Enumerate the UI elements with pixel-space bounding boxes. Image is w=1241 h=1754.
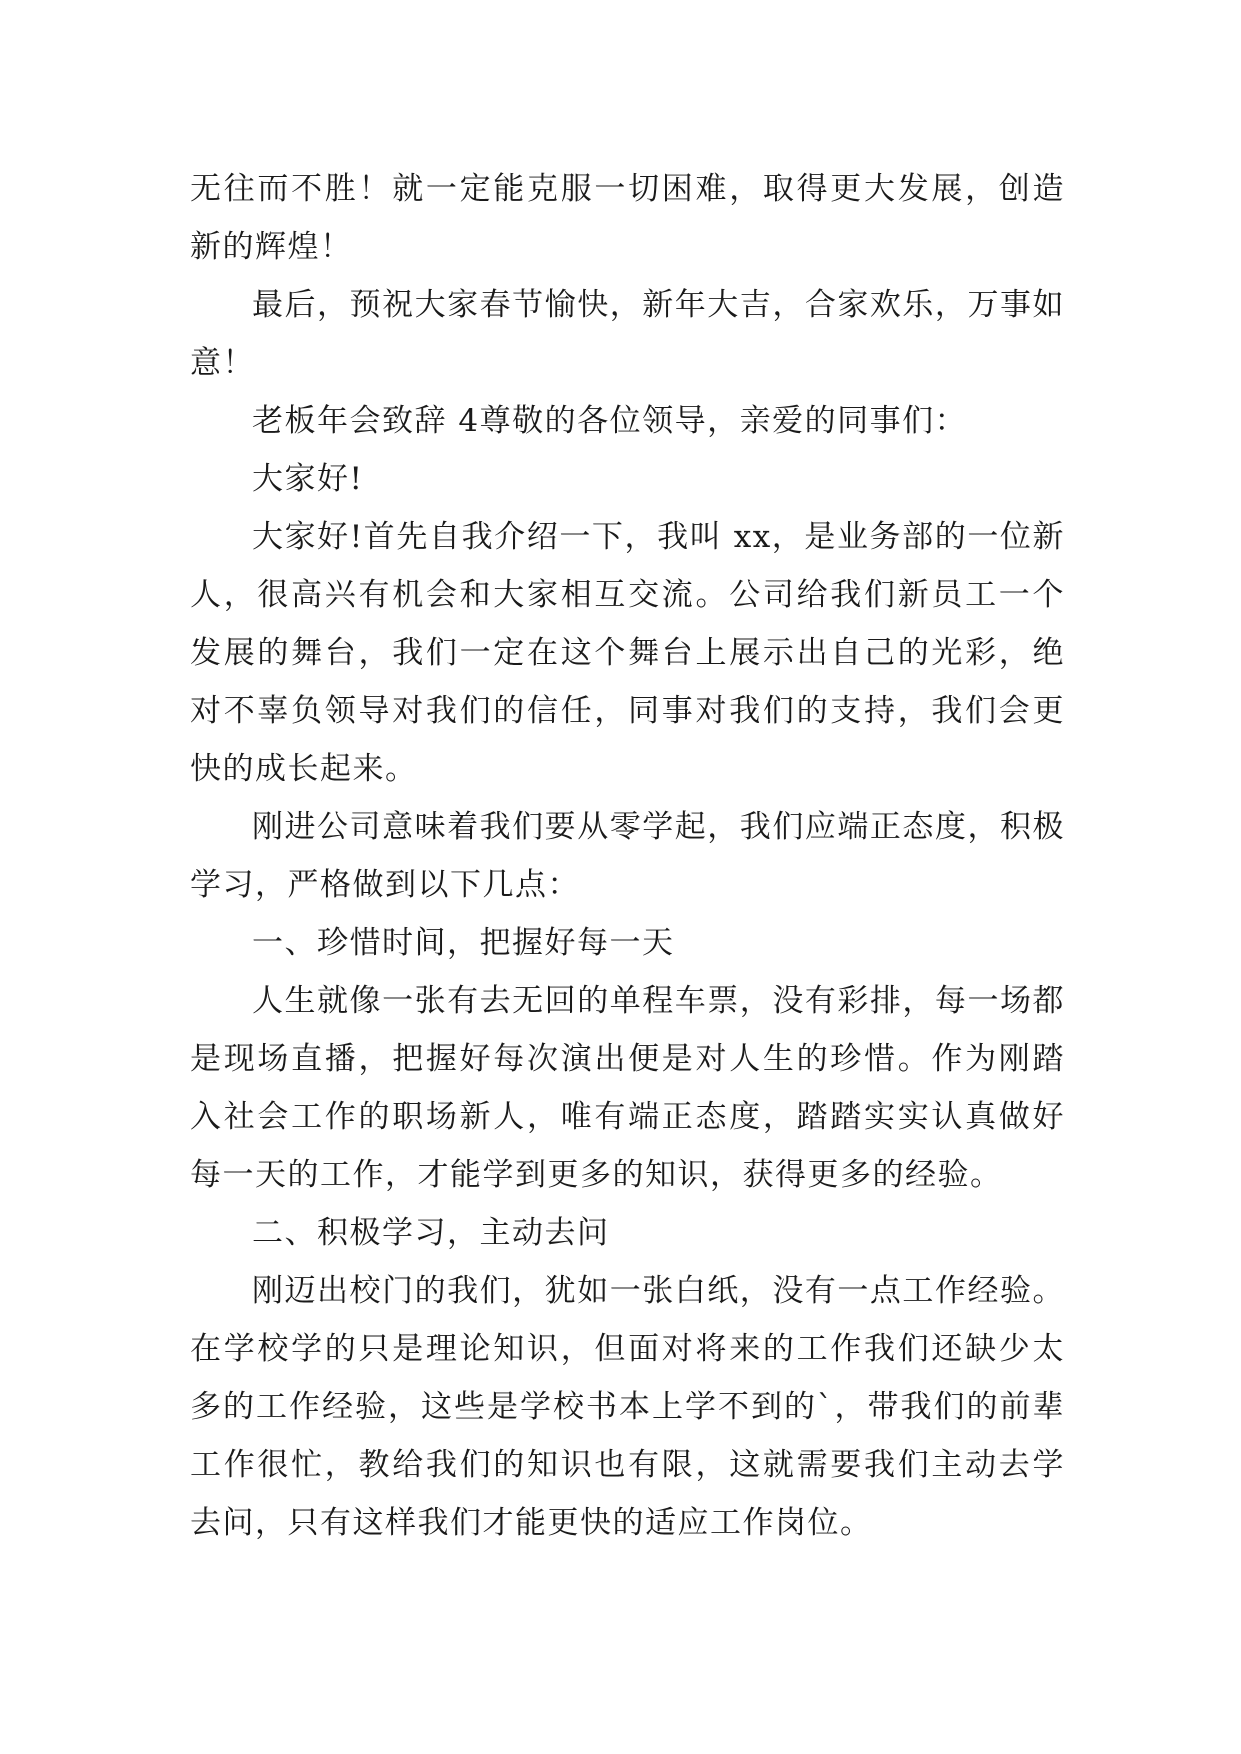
paragraph-greeting: 大家好! (252, 461, 364, 497)
paragraph-continuation: 无往而不胜！就一定能克服一切困难，取得更大发展，创造新的辉煌！ (190, 171, 1065, 265)
paragraph-speech-title-salutation: 老板年会致辞 4尊敬的各位领导，亲爱的同事们： (252, 403, 968, 439)
paragraph-self-introduction: 大家好!首先自我介绍一下，我叫 xx，是业务部的一位新人，很高兴有机会和大家相互交流。公司给我们新员工一个发展的舞台，我们一定在这个舞台上展示出自己的光彩，绝对不辜负领导对我们的信任，同事对我们的支持，我们会更快的成长起来。 (190, 519, 1065, 787)
heading-point-two: 二、积极学习，主动去问 (252, 1215, 610, 1251)
paragraph-closing-wishes: 最后，预祝大家春节愉快，新年大吉，合家欢乐，万事如意！ (190, 287, 1065, 381)
heading-point-one: 一、珍惜时间，把握好每一天 (252, 925, 675, 961)
body-text (190, 160, 1065, 1552)
paragraph-point-two: 刚迈出校门的我们，犹如一张白纸，没有一点工作经验。在学校学的只是理论知识，但面对将来的工作我们还缺少太多的工作经验，这些是学校书本上学不到的`，带我们的前辈工作很忙，教给我们的知识也有限，这就需要我们主动去学去问，只有这样我们才能更快的适应工作岗位。 (190, 1273, 1065, 1541)
paragraph-new-start: 刚进公司意味着我们要从零学起，我们应端正态度，积极学习，严格做到以下几点： (190, 809, 1065, 903)
paragraph-point-one: 人生就像一张有去无回的单程车票，没有彩排，每一场都是现场直播，把握好每次演出便是对人生的珍惜。作为刚踏入社会工作的职场新人，唯有端正态度，踏踏实实认真做好每一天的工作，才能学到更多的知识，获得更多的经验。 (190, 983, 1065, 1193)
